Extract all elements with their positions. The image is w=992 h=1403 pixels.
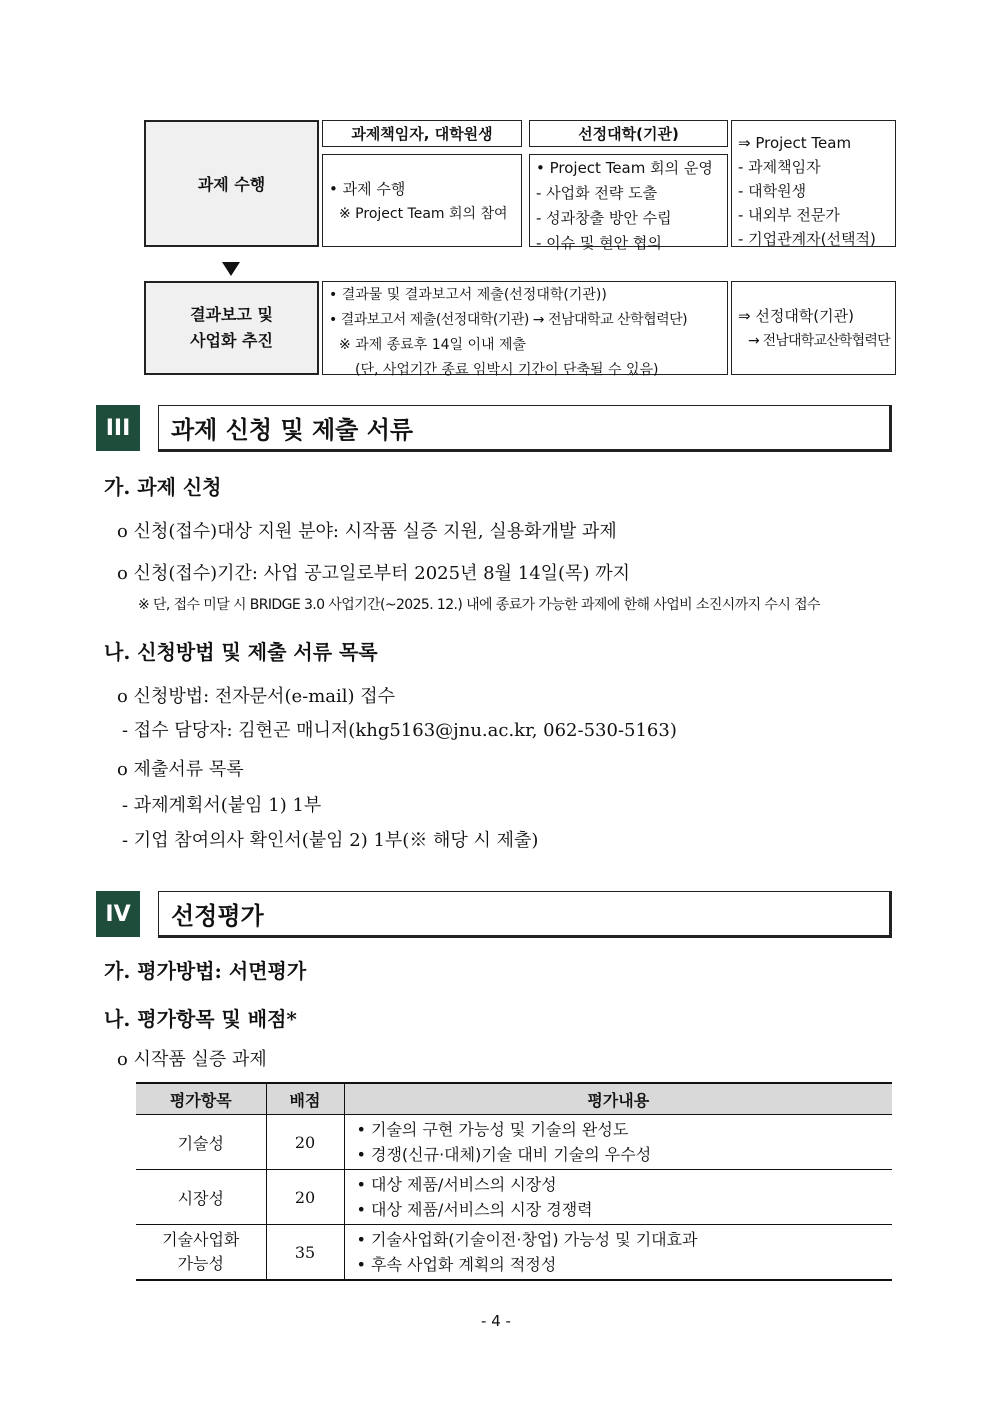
- subsection-title: 가. 평가방법: 서면평가: [104, 959, 307, 983]
- table-row: [136, 1225, 892, 1281]
- item-cell: 시장성: [136, 1170, 266, 1225]
- content-cell: • 대상 제품/서비스의 시장성 • 대상 제품/서비스의 시장 경쟁력: [344, 1170, 892, 1225]
- page-number: - 4 -: [481, 1312, 511, 1330]
- section-number: IV: [96, 891, 140, 937]
- content-cell: • 기술사업화(기술이전·창업) 가능성 및 기대효과 • 후속 사업화 계획의 적정성: [344, 1225, 892, 1281]
- list-item: o 신청방법: 전자문서(e-mail) 접수: [117, 686, 396, 707]
- table-header-row: [136, 1083, 892, 1115]
- section-number: III: [96, 405, 140, 451]
- item-cell: 기술사업화 가능성: [136, 1225, 266, 1281]
- content-cell: • 기술의 구현 가능성 및 기술의 완성도 • 경쟁(신규·대체)기술 대비 기술의 우수성: [344, 1115, 892, 1170]
- stage-box-execution: [144, 120, 319, 247]
- list-item: o 시작품 실증 과제: [117, 1049, 267, 1070]
- section-title: 선정평가: [158, 891, 892, 938]
- score-cell: 35: [266, 1225, 344, 1281]
- subsection-title: 가. 과제 신청: [104, 475, 222, 499]
- stage-box-report: 결과보고 및 사업화 추진: [144, 281, 319, 375]
- list-item: - 과제계획서(붙임 1) 1부: [122, 795, 322, 816]
- list-item: - 접수 담당자: 김현곤 매니저(khg5163@jnu.ac.kr, 062-530-5163): [122, 720, 677, 741]
- column-header: 배점: [266, 1083, 344, 1115]
- column-header: 평가항목: [136, 1083, 266, 1115]
- list-item: o 신청(접수)대상 지원 분야: 시작품 실증 지원, 실용화개발 과제: [117, 521, 617, 542]
- report-target: ⇒ 선정대학(기관) → 전남대학교산학협력단: [731, 281, 896, 375]
- section-title: 과제 신청 및 제출 서류: [158, 405, 892, 452]
- report-content: • 결과물 및 결과보고서 제출(선정대학(기관)) • 결과보고서 제출(선정대학(기관) → 전남대학교 산학협력단) ※ 과제 종료후 14일 이내 제출 (단, 사업기간 종료 임박시 기간이 단축될 수 있음): [322, 281, 728, 375]
- evaluation-table: [136, 1082, 892, 1281]
- list-item: - 기업 참여의사 확인서(붙임 2) 1부(※ 해당 시 제출): [122, 830, 539, 851]
- subsection-title: 나. 신청방법 및 제출 서류 목록: [104, 640, 378, 664]
- score-cell: 20: [266, 1170, 344, 1225]
- col3-content: ⇒ Project Team - 과제책임자 - 대학원생 - 내외부 전문가 - 기업관계자(선택적): [731, 120, 896, 247]
- col1-header: 과제책임자, 대학원생: [322, 120, 522, 147]
- list-item: o 신청(접수)기간: 사업 공고일로부터 2025년 8월 14일(목) 까지: [117, 563, 630, 584]
- col2-header: 선정대학(기관): [529, 120, 728, 147]
- table-row: [136, 1170, 892, 1225]
- table-row: [136, 1115, 892, 1170]
- col1-content: • 과제 수행 ※ Project Team 회의 참여: [322, 154, 522, 247]
- subsection-title: 나. 평가항목 및 배점*: [104, 1007, 297, 1031]
- item-cell: 기술성: [136, 1115, 266, 1170]
- down-arrow-icon: [222, 262, 240, 276]
- col2-content: • Project Team 회의 운영 - 사업화 전략 도출 - 성과창출 방안 수립 - 이슈 및 현안 협의: [529, 154, 728, 247]
- column-header: 평가내용: [344, 1083, 892, 1115]
- note-text: ※ 단, 접수 미달 시 BRIDGE 3.0 사업기간(~2025. 12.) 내에 종료가 가능한 과제에 한해 사업비 소진시까지 수시 접수: [138, 597, 820, 613]
- stage-label: 과제 수행: [197, 175, 266, 194]
- list-item: o 제출서류 목록: [117, 759, 244, 780]
- score-cell: 20: [266, 1115, 344, 1170]
